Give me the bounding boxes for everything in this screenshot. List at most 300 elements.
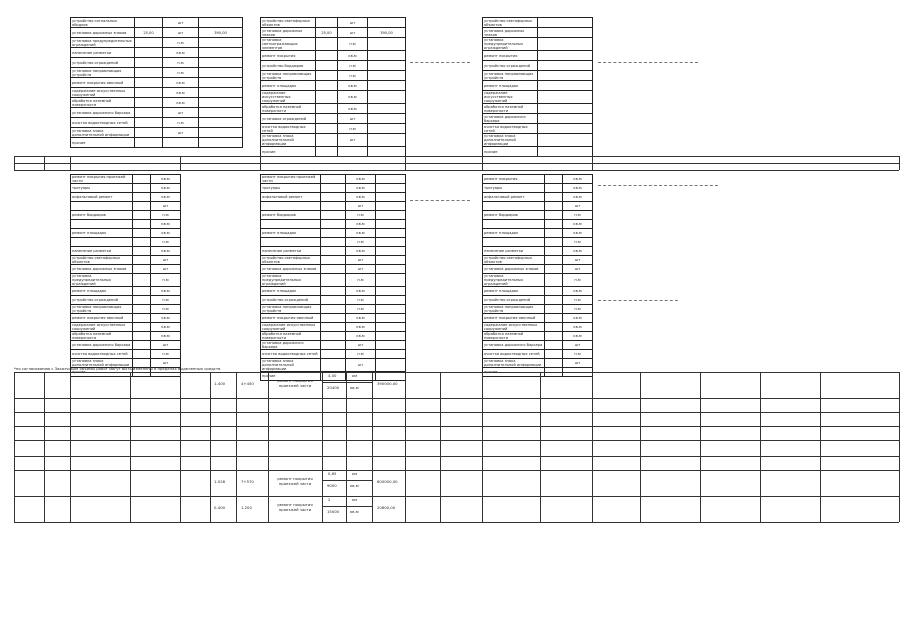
table-row [483, 193, 593, 202]
table-row [71, 274, 181, 287]
table-row [483, 359, 593, 368]
value-cell [538, 147, 593, 157]
unit-cell: п.м [338, 71, 368, 81]
table-row [483, 265, 593, 274]
value-cell [321, 175, 346, 184]
value-cell [376, 265, 406, 274]
unit-cell: кв.м [563, 220, 593, 229]
entry-unit-top: км [352, 373, 358, 378]
work-name-cell: устройство ограждений [261, 296, 321, 305]
entry-qty-bottom: 15000 [327, 509, 340, 514]
grid-line [268, 372, 269, 522]
work-name-cell: ремонт покрытия ямочный [261, 314, 321, 323]
work-name-cell: тротуары [71, 184, 133, 193]
work-name-cell: очистка водоотводных сетей [261, 350, 321, 359]
value-cell [133, 247, 151, 256]
table-row [261, 202, 406, 211]
table-row [261, 184, 406, 193]
table-row [71, 98, 243, 108]
value-cell [545, 350, 563, 359]
unit-cell: п.м [563, 211, 593, 220]
entry-qty-top: 4,00 [328, 373, 337, 378]
unit-cell: кв.м [151, 229, 181, 238]
value-cell [545, 296, 563, 305]
separator-line [180, 156, 181, 170]
table-row [483, 287, 593, 296]
table-row [261, 18, 406, 28]
work-name-cell: устройство светофорных объектов [71, 256, 133, 265]
table-row [71, 38, 243, 48]
work-name-cell: прочие [71, 138, 135, 148]
table-row [483, 350, 593, 359]
work-name-cell: нанесение разметки [71, 247, 133, 256]
value-cell [133, 229, 151, 238]
unit-cell [338, 147, 368, 157]
value-cell [135, 38, 163, 48]
value-cell [545, 220, 563, 229]
top-right-table [482, 17, 593, 157]
unit-cell: п.м [563, 238, 593, 247]
entry-range: 1.200 [241, 505, 252, 510]
unit-cell: кв.м [151, 332, 181, 341]
value-cell [316, 147, 338, 157]
unit-cell: шт [163, 128, 199, 138]
value-cell [545, 305, 563, 314]
work-name-cell: обработка наземной поверхности [483, 104, 538, 114]
table-row [483, 51, 593, 61]
separator-line [70, 156, 71, 170]
work-name-cell: установка дорожного барьера [483, 114, 538, 124]
grid-line [899, 372, 900, 522]
grid-line [210, 372, 211, 522]
value-cell [199, 78, 243, 88]
unit-cell: кв.м [151, 184, 181, 193]
work-name-cell [261, 220, 321, 229]
unit-cell: кв.м [151, 175, 181, 184]
table-row [71, 211, 181, 220]
value-cell [321, 274, 346, 287]
value-cell [538, 134, 593, 147]
value-cell [368, 134, 406, 147]
table-row [71, 305, 181, 314]
unit-cell: кв.м [151, 220, 181, 229]
table-row [261, 229, 406, 238]
table-row [71, 18, 243, 28]
table-row [261, 147, 406, 157]
entry-range: 4+450 [241, 381, 254, 386]
table-row [71, 58, 243, 68]
work-name-cell: обработка наземной поверхности [483, 332, 545, 341]
unit-cell: шт [338, 28, 368, 38]
value-cell [316, 81, 338, 91]
value-cell [135, 128, 163, 138]
value-cell [133, 332, 151, 341]
table-row [71, 314, 181, 323]
unit-cell: кв.м [563, 323, 593, 332]
unit-cell: п.м [151, 274, 181, 287]
table-row [71, 128, 243, 138]
unit-cell: кв.м [338, 81, 368, 91]
unit-cell: кв.м [163, 88, 199, 98]
unit-cell: кв.м [346, 184, 376, 193]
dotted-line [598, 300, 678, 301]
value-cell [376, 238, 406, 247]
work-name-cell: ремонт покрытия проезжей части [261, 175, 321, 184]
value-cell [316, 91, 338, 104]
value-cell [316, 18, 338, 28]
work-name-cell: ремонт покрытия ямочный [71, 78, 135, 88]
entry-unit-bottom: кв.м [350, 509, 359, 514]
table-row [261, 193, 406, 202]
table-row [483, 229, 593, 238]
table-row [483, 134, 593, 147]
unit-cell: кв.м [163, 48, 199, 58]
table-row [483, 202, 593, 211]
value-cell [199, 138, 243, 148]
value-cell [135, 118, 163, 128]
work-name-cell [261, 238, 321, 247]
value-cell [538, 91, 593, 104]
value-cell [133, 296, 151, 305]
work-name-cell: очистка водоотводных сетей [71, 350, 133, 359]
value-cell [368, 38, 406, 51]
work-name-cell: установка знака дополнительной информации [483, 134, 538, 147]
unit-cell: п.м [346, 238, 376, 247]
work-name-cell: асфальтовый ремонт [261, 193, 321, 202]
unit-cell: п.м [346, 211, 376, 220]
entry-range: 7+570 [241, 479, 254, 484]
value-cell [376, 314, 406, 323]
value-cell [321, 211, 346, 220]
value-cell [321, 256, 346, 265]
table-row [483, 38, 593, 51]
table-row [261, 350, 406, 359]
value-cell [376, 274, 406, 287]
grid-line [640, 372, 641, 522]
table-row [261, 81, 406, 91]
value-cell [545, 202, 563, 211]
value-cell: 390,00 [199, 28, 243, 38]
work-name-cell: обработка наземной поверхности [261, 332, 321, 341]
value-cell [199, 98, 243, 108]
work-name-cell: ремонт площадок [483, 287, 545, 296]
work-name-cell: нанесение разметки [71, 48, 135, 58]
unit-cell: шт [346, 256, 376, 265]
work-name-cell: ремонт площадок [483, 81, 538, 91]
dotted-line [598, 185, 718, 186]
entry-work: ремонт покрытия проезжей части [277, 476, 313, 486]
value-cell [545, 175, 563, 184]
dotted-line [410, 62, 470, 63]
entry-unit-bottom: кв.м [350, 385, 359, 390]
value-cell [545, 265, 563, 274]
value-cell [545, 323, 563, 332]
work-name-cell: очистка водоотводных сетей [483, 350, 545, 359]
unit-cell: п.м [151, 238, 181, 247]
unit-cell: кв.м [563, 247, 593, 256]
work-name-cell: установка направляющих устройств [261, 71, 316, 81]
separator-line [14, 163, 899, 164]
table-row [71, 202, 181, 211]
entry-unit-top: км [352, 497, 358, 502]
table-row [71, 238, 181, 247]
work-name-cell: установка предупредительных ограждений [483, 274, 545, 287]
table-row [483, 28, 593, 38]
work-name-cell: ремонт площадок [71, 287, 133, 296]
grid-line [14, 426, 899, 427]
grid-line [44, 372, 45, 522]
value-cell [321, 287, 346, 296]
table-row [483, 274, 593, 287]
work-name-cell: установка знака дополнительной информации [261, 134, 316, 147]
grid-line [760, 372, 761, 522]
entry-work: ремонт покрытия проезжей части [277, 378, 313, 388]
work-name-cell: тротуары [261, 184, 321, 193]
table-row [261, 104, 406, 114]
mid-right-table [482, 174, 593, 377]
unit-cell: шт [563, 256, 593, 265]
unit-cell: шт [346, 359, 376, 372]
value-cell [545, 184, 563, 193]
work-name-cell: устройство ограждений [71, 58, 135, 68]
table-row [71, 220, 181, 229]
work-name-cell: установка дорожного барьера [71, 341, 133, 350]
table-row [71, 265, 181, 274]
value-cell [545, 229, 563, 238]
unit-cell: шт [563, 341, 593, 350]
work-name-cell: установка направляющих устройств [71, 68, 135, 78]
unit-cell: шт [163, 18, 199, 28]
table-row [261, 323, 406, 332]
value-cell [321, 296, 346, 305]
value-cell [376, 341, 406, 350]
unit-cell: кв.м [151, 287, 181, 296]
unit-cell: кв.м [151, 323, 181, 332]
value-cell [368, 81, 406, 91]
footnote: *по согласованию с Заказчиком объемы работ могут быть изменены в пределах выделенных средств [14, 366, 221, 371]
table-row [483, 211, 593, 220]
value-cell [316, 134, 338, 147]
unit-cell: кв.м [163, 78, 199, 88]
grid-line [482, 372, 483, 522]
grid-line [14, 440, 899, 441]
grid-line [14, 496, 899, 497]
value-cell [376, 287, 406, 296]
work-name-cell: установка ограждений [261, 114, 316, 124]
unit-cell: п.м [563, 350, 593, 359]
entry-amount: 800000,00 [377, 479, 398, 484]
mid-left-table [70, 174, 181, 377]
entry-code: 0-400 [214, 505, 226, 510]
unit-cell: кв.м [563, 287, 593, 296]
unit-cell: п.м [151, 305, 181, 314]
value-cell: 390,00 [368, 28, 406, 38]
work-name-cell: ремонт покрытия ямочный [71, 314, 133, 323]
entry-unit-top: км [352, 471, 358, 476]
value-cell [135, 88, 163, 98]
entry-divider [322, 382, 372, 383]
unit-cell: шт [338, 134, 368, 147]
table-row [71, 247, 181, 256]
value-cell [538, 18, 593, 28]
value-cell [545, 247, 563, 256]
work-name-cell [483, 220, 545, 229]
unit-cell: п.м [346, 350, 376, 359]
value-cell [321, 359, 346, 372]
grid-line [236, 372, 237, 522]
value-cell [133, 193, 151, 202]
unit-cell: кв.м [346, 287, 376, 296]
table-row [483, 238, 593, 247]
value-cell [376, 359, 406, 372]
table-row [71, 48, 243, 58]
value-cell [368, 18, 406, 28]
value-cell [321, 238, 346, 247]
grid-line [70, 372, 71, 522]
unit-cell: шт [346, 265, 376, 274]
work-name-cell: установка дорожного барьера [71, 108, 135, 118]
table-row [261, 247, 406, 256]
unit-cell: п.м [563, 296, 593, 305]
work-name-cell: устройство ограждений [71, 296, 133, 305]
value-cell [538, 38, 593, 51]
grid-line [372, 372, 373, 522]
work-name-cell: ремонт бордюров [483, 211, 545, 220]
entry-code: 1-400 [214, 381, 226, 386]
work-name-cell: установка направляющих устройств [71, 305, 133, 314]
separator-line [44, 156, 45, 170]
work-name-cell: ремонт бордюров [71, 211, 133, 220]
grid-line [322, 372, 323, 522]
value-cell [133, 211, 151, 220]
work-name-cell: устройство бордюров [261, 61, 316, 71]
work-name-cell: асфальтовый ремонт [483, 193, 545, 202]
table-row [261, 314, 406, 323]
table-row [71, 256, 181, 265]
value-cell [538, 81, 593, 91]
grid-line [346, 372, 347, 522]
value-cell [538, 124, 593, 134]
value-cell [538, 104, 593, 114]
table-row [483, 175, 593, 184]
table-row [261, 28, 406, 38]
work-name-cell: ремонт площадок [71, 229, 133, 238]
work-name-cell: установка предупредительных ограждений [261, 274, 321, 287]
work-name-cell [261, 202, 321, 211]
value-cell [133, 202, 151, 211]
table-row [483, 314, 593, 323]
value-cell [135, 18, 163, 28]
work-name-cell: нанесение разметки [483, 247, 545, 256]
table-row [71, 108, 243, 118]
value-cell [545, 332, 563, 341]
table-row [483, 184, 593, 193]
value-cell [321, 229, 346, 238]
unit-cell: кв.м [151, 314, 181, 323]
table-row [483, 114, 593, 124]
table-row [261, 211, 406, 220]
table-row [261, 134, 406, 147]
value-cell [199, 68, 243, 78]
grid-line [14, 456, 899, 457]
unit-cell: шт [151, 359, 181, 368]
work-name-cell: нанесение разметки [261, 247, 321, 256]
value-cell [538, 71, 593, 81]
work-name-cell: установка направляющих устройств [261, 305, 321, 314]
work-name-cell: установка дорожных знаков [71, 265, 133, 274]
table-row [71, 175, 181, 184]
value-cell [368, 124, 406, 134]
value-cell [376, 211, 406, 220]
unit-cell: кв.м [563, 175, 593, 184]
value-cell [376, 220, 406, 229]
table-row [483, 18, 593, 28]
value-cell: 25,00 [135, 28, 163, 38]
unit-cell: п.м [163, 38, 199, 48]
value-cell [321, 265, 346, 274]
table-row [261, 38, 406, 51]
table-row [261, 274, 406, 287]
table-row [261, 61, 406, 71]
value-cell [316, 51, 338, 61]
value-cell [538, 51, 593, 61]
value-cell [376, 229, 406, 238]
work-name-cell: очистка водоотводных сетей [483, 124, 538, 134]
value-cell [321, 323, 346, 332]
unit-cell: шт [346, 341, 376, 350]
value-cell [199, 118, 243, 128]
work-name-cell: очистка водоотводных сетей [71, 118, 135, 128]
value-cell [133, 220, 151, 229]
value-cell [135, 78, 163, 88]
work-name-cell: ремонт площадок [483, 229, 545, 238]
work-name-cell: устройство светофорных объектов [261, 18, 316, 28]
mid-middle-table [260, 174, 406, 381]
value-cell [376, 350, 406, 359]
value-cell [316, 38, 338, 51]
entry-unit-bottom: кв.м [350, 483, 359, 488]
table-row [261, 359, 406, 372]
table-row [261, 256, 406, 265]
work-name-cell: установка знака дополнительной информации [71, 359, 133, 368]
table-row [71, 341, 181, 350]
work-name-cell: ремонт площадок [261, 287, 321, 296]
value-cell [545, 256, 563, 265]
value-cell [316, 61, 338, 71]
value-cell [545, 341, 563, 350]
separator-line [14, 170, 899, 171]
work-name-cell [71, 238, 133, 247]
grid-line [700, 372, 701, 522]
table-row [261, 51, 406, 61]
grid-line [130, 372, 131, 522]
unit-cell: кв.м [151, 247, 181, 256]
value-cell [368, 51, 406, 61]
unit-cell: кв.м [163, 98, 199, 108]
work-name-cell: ремонт бордюров [261, 211, 321, 220]
table-row [261, 287, 406, 296]
work-name-cell: установка дорожных знаков [261, 265, 321, 274]
grid-line [440, 372, 441, 522]
table-row [261, 220, 406, 229]
work-name-cell: содержание искусственных сооружений [71, 323, 133, 332]
table-row [261, 124, 406, 134]
value-cell [133, 341, 151, 350]
value-cell [316, 114, 338, 124]
value-cell [376, 202, 406, 211]
value-cell [135, 68, 163, 78]
value-cell [538, 28, 593, 38]
